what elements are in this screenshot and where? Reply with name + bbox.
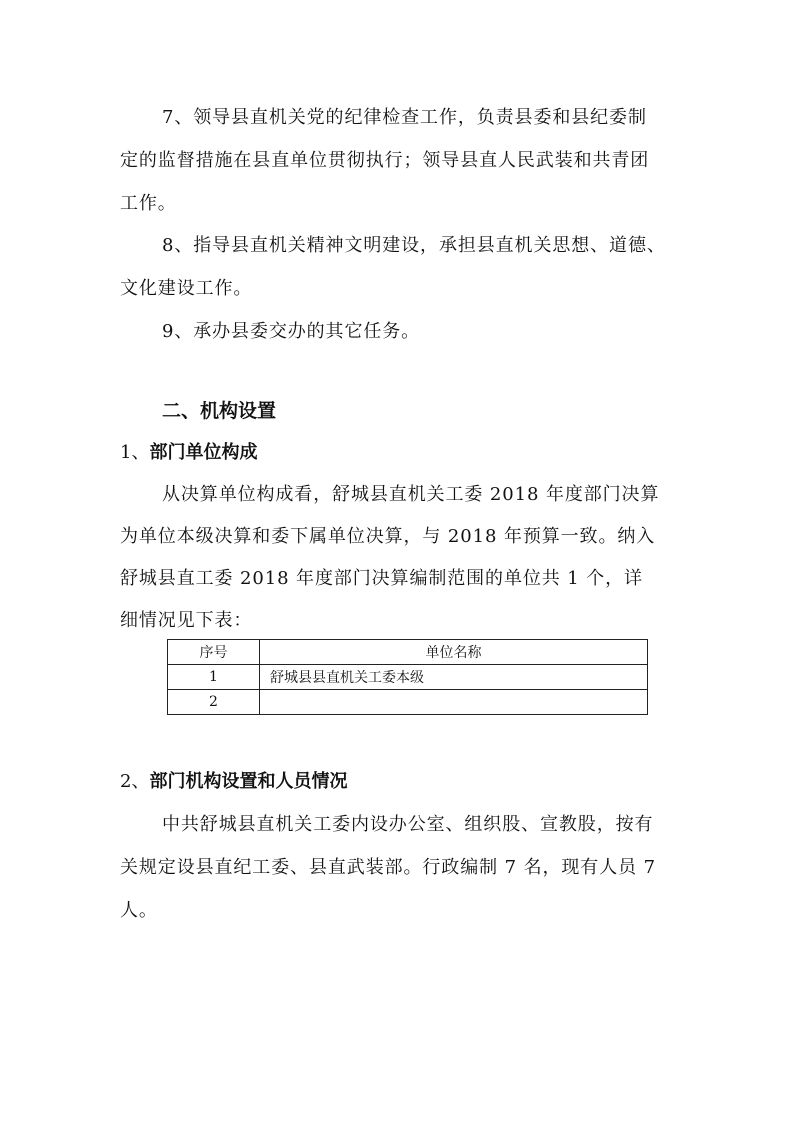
subsection-1-number: 1、: [120, 442, 150, 463]
table-header-row: [168, 640, 648, 665]
table-cell-number: 1: [168, 665, 260, 690]
table-header-number: 序号: [168, 640, 260, 665]
table-cell-unit-name: [260, 690, 648, 715]
subsection-heading-2: [120, 770, 347, 794]
section-heading-organization: 二、机构设置: [162, 400, 277, 422]
unit-table: [167, 639, 648, 715]
paragraph-7-line-1: 7、领导县直机关党的纪律检查工作，负责县委和县纪委制: [162, 107, 647, 128]
subsection-2-line-1: 中共舒城县直机关工委内设办公室、组织股、宣教股，按有: [162, 814, 654, 835]
table-row: [168, 690, 648, 715]
table-header-unit-name: 单位名称: [260, 640, 648, 665]
paragraph-7-line-2: 定的监督措施在县直单位贯彻执行；领导县直人民武装和共青团: [120, 150, 650, 171]
subsection-1-title: 部门单位构成: [149, 442, 258, 463]
subsection-1-line-3: 舒城县直工委 2018 年度部门决算编制范围的单位共 1 个，详: [120, 568, 643, 589]
subsection-1-line-4: 细情况见下表：: [120, 610, 253, 631]
table-cell-unit-name: 舒城县县直机关工委本级: [260, 665, 648, 690]
paragraph-8-line-2: 文化建设工作。: [120, 278, 253, 299]
subsection-1-line-1: 从决算单位构成看，舒城县直机关工委 2018 年度部门决算: [162, 484, 660, 505]
paragraph-7-line-3: 工作。: [120, 193, 177, 214]
table-cell-number: 2: [168, 690, 260, 715]
subsection-2-line-2: 关规定设县直纪工委、县直武装部。行政编制 7 名，现有人员 7: [120, 857, 656, 878]
subsection-2-title: 部门机构设置和人员情况: [149, 771, 348, 792]
paragraph-8-line-1: 8、指导县直机关精神文明建设，承担县直机关思想、道德、: [162, 235, 666, 256]
subsection-2-line-3: 人。: [120, 900, 158, 921]
subsection-heading-1: [120, 441, 257, 465]
paragraph-9-line-1: 9、承办县委交办的其它任务。: [162, 321, 421, 342]
table-row: [168, 665, 648, 690]
subsection-1-line-2: 为单位本级决算和委下属单位决算，与 2018 年预算一致。纳入: [120, 526, 656, 547]
subsection-2-number: 2、: [120, 771, 150, 792]
